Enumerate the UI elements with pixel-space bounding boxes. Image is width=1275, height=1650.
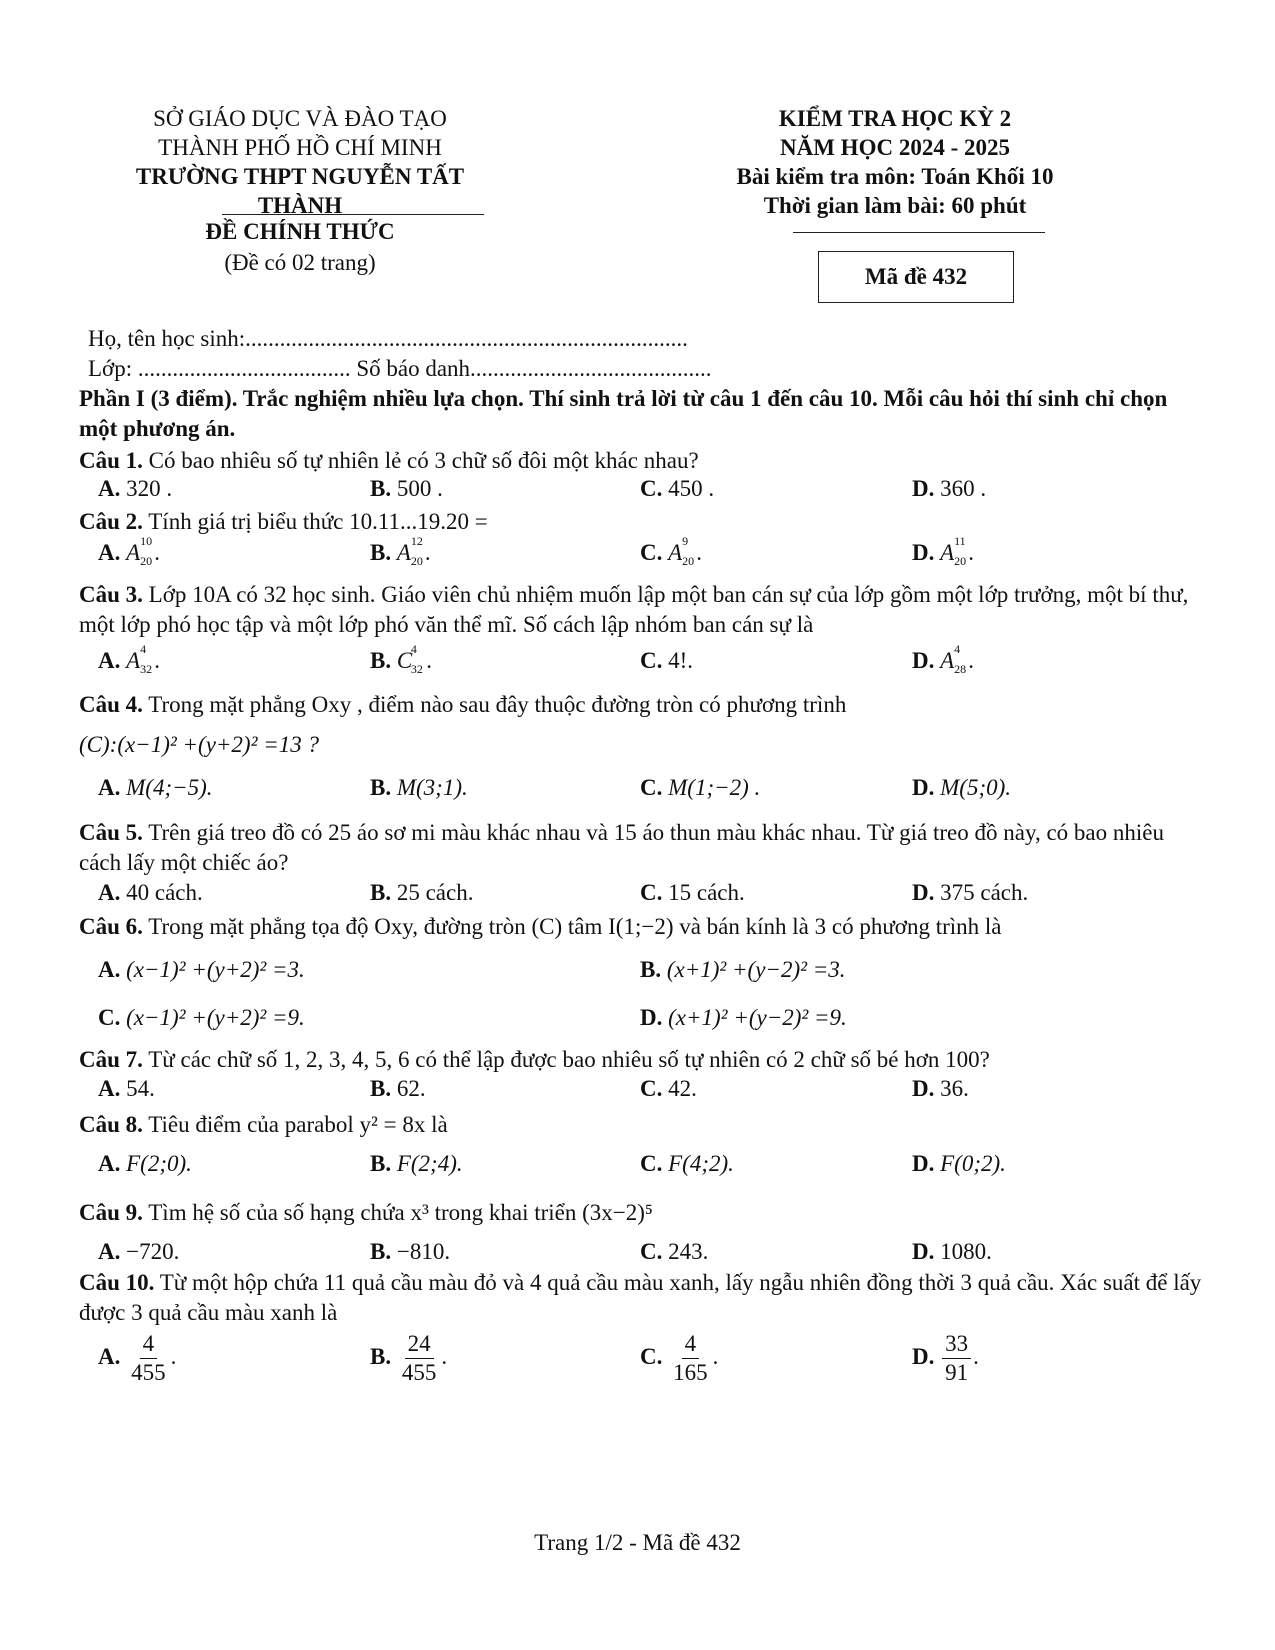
q6-option-c[interactable]: C. (x−1)² +(y+2)² =9.: [98, 1005, 305, 1030]
q6-option-b[interactable]: B. (x+1)² +(y−2)² =3.: [640, 957, 846, 982]
question-label: Câu 8.: [79, 1112, 143, 1137]
question-2: [79, 507, 1229, 537]
q2-option-c[interactable]: C. A 9 20 .: [640, 534, 702, 568]
q8-option-d[interactable]: D. F(0;2).: [912, 1151, 1006, 1176]
question-8: [79, 1110, 1229, 1140]
q4-equation: (C):(x−1)² +(y+2)² =13 ?: [79, 732, 319, 757]
q5-option-a[interactable]: A. 40 cách.: [98, 880, 203, 905]
q9-option-d[interactable]: D. 1080.: [912, 1239, 992, 1264]
school-name: TRƯỜNG THPT NGUYỄN TẤT THÀNH: [135, 164, 465, 218]
question-text: Tìm hệ số của số hạng chứa x³ trong khai triển (3x−2)⁵: [148, 1200, 653, 1225]
question-7: [79, 1045, 1229, 1075]
part1-instructions: Phần I (3 điểm). Trắc nghiệm nhiều lựa chọn. Thí sinh trả lời từ câu 1 đến câu 10. Mỗi câu hỏi thí sinh chỉ chọn một phương án.: [79, 386, 1168, 441]
subject: Bài kiểm tra môn: Toán Khối 10: [736, 164, 1054, 189]
q2-option-a[interactable]: A. A 10 20 .: [98, 534, 160, 568]
q5-option-d[interactable]: D. 375 cách.: [912, 880, 1029, 905]
question-expression: 10.11...19.20 =: [349, 509, 488, 534]
q10-option-c[interactable]: C. $\frac{4}{165}$ .: [640, 1331, 719, 1385]
exam-code-box: Mã đề 432: [818, 251, 1014, 303]
q3-option-b[interactable]: B. C 4 32 .: [370, 642, 432, 676]
question-text: Lớp 10A có 32 học sinh. Giáo viên chủ nhiệm muốn lập một ban cán sự của lớp gồm một lớp trưởng, một bí thư, một lớp phó học tập và một lớp phó văn thể mĩ. Số cách lập nhóm ban cán sự là: [79, 582, 1189, 637]
question-label: Câu 9.: [79, 1200, 143, 1225]
question-text: Có bao nhiêu số tự nhiên lẻ có 3 chữ số đôi một khác nhau?: [148, 448, 699, 473]
q4-option-b[interactable]: B. M(3;1).: [370, 775, 468, 800]
question-label: Câu 4.: [79, 692, 143, 717]
q3-option-c[interactable]: C. 4!.: [640, 648, 694, 673]
question-label: Câu 6.: [79, 914, 143, 939]
question-6: [79, 912, 1229, 942]
q5-option-b[interactable]: B. 25 cách.: [370, 880, 474, 905]
q9-option-a[interactable]: A. −720.: [98, 1239, 180, 1264]
q8-option-a[interactable]: A. F(2;0).: [98, 1151, 192, 1176]
question-label: Câu 3.: [79, 582, 143, 607]
pages-note: (Đề có 02 trang): [224, 250, 376, 275]
question-3: [79, 580, 1204, 640]
question-label: Câu 5.: [79, 820, 143, 845]
duration: Thời gian làm bài: 60 phút: [763, 193, 1027, 218]
question-text: Trên giá treo đồ có 25 áo sơ mi màu khác nhau và 15 áo thun màu khác nhau. Từ giá treo đồ này, có bao nhiêu cách lấy một chiếc áo?: [79, 820, 1164, 875]
divider-left: [222, 214, 484, 215]
q10-option-b[interactable]: B. $\frac{24}{455}$ .: [370, 1331, 448, 1385]
q8-option-b[interactable]: B. F(2;4).: [370, 1151, 463, 1176]
question-1: [79, 446, 1229, 476]
q3-option-d[interactable]: D. A 4 28 .: [912, 642, 974, 676]
q8-option-c[interactable]: C. F(4;2).: [640, 1151, 734, 1176]
question-text: Tiêu điểm của parabol y² = 8x là: [148, 1112, 448, 1137]
q3-option-a[interactable]: A. A 4 32 .: [98, 642, 160, 676]
q9-option-c[interactable]: C. 243.: [640, 1239, 709, 1264]
question-text: Trong mặt phẳng Oxy , điểm nào sau đây thuộc đường tròn có phương trình: [148, 692, 847, 717]
question-9: [79, 1198, 1229, 1228]
official-label: ĐỀ CHÍNH THỨC: [205, 219, 395, 244]
q2-option-b[interactable]: B. A 12 20 .: [370, 534, 431, 568]
q2-option-d[interactable]: D. A 11 20 .: [912, 534, 974, 568]
question-text: Từ các chữ số 1, 2, 3, 4, 5, 6 có thể lập được bao nhiêu số tự nhiên có 2 chữ số bé hơn 100?: [148, 1047, 990, 1072]
q7-option-d[interactable]: D. 36.: [912, 1076, 969, 1101]
q1-option-a[interactable]: A. 320 .: [98, 476, 173, 501]
school-year: NĂM HỌC 2024 - 2025: [780, 135, 1010, 160]
question-5: [79, 818, 1204, 878]
q10-option-d[interactable]: D. $\frac{33}{91}$ .: [912, 1331, 979, 1385]
header-right: [680, 104, 1110, 220]
q9-option-b[interactable]: B. −810.: [370, 1239, 451, 1264]
q1-option-c[interactable]: C. 450 .: [640, 476, 715, 501]
city-name: THÀNH PHỐ HỒ CHÍ MINH: [158, 135, 442, 160]
divider-right: [793, 232, 1045, 233]
q5-option-c[interactable]: C. 15 cách.: [640, 880, 745, 905]
q4-option-c[interactable]: C. M(1;−2) .: [640, 775, 761, 800]
q1-option-b[interactable]: B. 500 .: [370, 476, 443, 501]
q7-option-c[interactable]: C. 42.: [640, 1076, 697, 1101]
question-label: Câu 2.: [79, 509, 143, 534]
q10-option-a[interactable]: A. $\frac{4}{455}$ .: [98, 1331, 177, 1385]
q6-option-a[interactable]: A. (x−1)² +(y+2)² =3.: [98, 957, 305, 982]
question-4: [79, 690, 1229, 720]
question-10: [79, 1268, 1209, 1328]
question-label: Câu 7.: [79, 1047, 143, 1072]
q4-option-d[interactable]: D. M(5;0).: [912, 775, 1012, 800]
question-label: Câu 1.: [79, 448, 143, 473]
q6-option-d[interactable]: D. (x+1)² +(y−2)² =9.: [640, 1005, 847, 1030]
student-class-line: Lớp: ..................................... Số báo danh..........................................: [88, 356, 712, 381]
question-text: Tính giá trị biểu thức: [148, 509, 344, 534]
student-name-line: Họ, tên học sinh:.............................................................................: [88, 326, 688, 351]
department-name: SỞ GIÁO DỤC VÀ ĐÀO TẠO: [153, 106, 447, 131]
q4-option-a[interactable]: A. M(4;−5).: [98, 775, 213, 800]
question-text: Trong mặt phẳng tọa độ Oxy, đường tròn (C) tâm I(1;−2) và bán kính là 3 có phương trình là: [148, 914, 1002, 939]
exam-title: KIỂM TRA HỌC KỲ 2: [778, 106, 1012, 131]
q1-option-d[interactable]: D. 360 .: [912, 476, 987, 501]
q7-option-a[interactable]: A. 54.: [98, 1076, 155, 1101]
page-footer: Trang 1/2 - Mã đề 432: [534, 1530, 741, 1555]
q7-option-b[interactable]: B. 62.: [370, 1076, 426, 1101]
question-label: Câu 10.: [79, 1270, 155, 1295]
question-text: Từ một hộp chứa 11 quả cầu màu đỏ và 4 quả cầu màu xanh, lấy ngẫu nhiên đồng thời 3 quả cầu. Xác suất để lấy được 3 quả cầu màu xanh là: [79, 1270, 1202, 1325]
header-left: [100, 104, 500, 220]
